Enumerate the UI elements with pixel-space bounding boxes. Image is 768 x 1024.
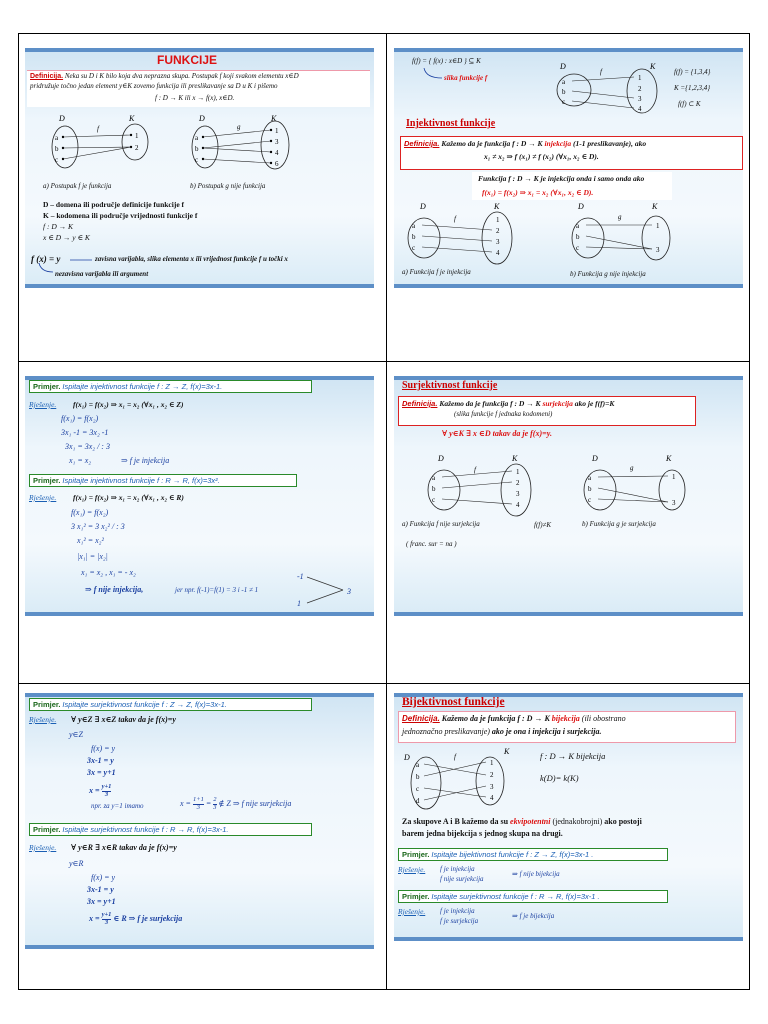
counterexample-diagram <box>295 570 355 610</box>
definition-text-2b: ako je ona i injekcija i surjekcija. <box>491 727 602 736</box>
elem-1: 1 <box>656 222 660 230</box>
step-3: 3x₁ = 3x₂ / : 3 <box>65 442 110 451</box>
definition-text-end: (ili obostrano <box>581 714 626 723</box>
definition-label: Definicija. <box>30 73 64 80</box>
elem-4: 4 <box>638 105 642 113</box>
keyword-surjekcija: surjekcija <box>542 399 573 408</box>
solution-label: Rješenje. <box>398 907 426 916</box>
keyword-ekvipotentni: ekvipotentni <box>510 817 551 826</box>
image-not-codomain: f(f)≠K <box>534 521 552 529</box>
conclusion-2: ∈ R ⇒ f je surjekcija <box>113 913 183 923</box>
injective-condition: f(x₁) = f(x₂) ⇒ x₁ = x₂ (∀x₁ , x₂ ∈ Z) <box>73 400 184 409</box>
diagram-g-surjective <box>580 452 700 518</box>
elem-4: 4 <box>516 501 520 509</box>
step-2: 3x₁ -1 = 3x₂ -1 <box>61 428 109 437</box>
set-d-label: D <box>199 114 205 123</box>
image-definition: f(f) = { f(x) : x∈D } ⊆ K <box>412 57 481 65</box>
counterexample-calc <box>180 797 291 811</box>
arrow-f-label: f <box>454 215 456 223</box>
elem-3: 3 <box>672 499 676 507</box>
injective-condition: f(x₁) = f(x₂) ⇒ x₁ = x₂ (∀x₁ , x₂ ∈ R) <box>73 493 184 502</box>
definition-line-2: x₁ ≠ x₂ ⇒ f (x₁) ≠ f (x₂) (∀x₁, x₂ ∈ D). <box>484 152 599 161</box>
example-box-1 <box>29 380 312 393</box>
grid-divider-row1 <box>19 361 749 362</box>
definition-line-1 <box>30 72 299 82</box>
elem-b: b <box>576 233 580 241</box>
caption-a: a) Postupak f je funkcija <box>43 182 112 190</box>
example-label: Primjer. <box>33 700 61 709</box>
domain-line: D – domena ili područje definicije funkcije f <box>43 200 185 209</box>
definition-line-1 <box>404 139 646 148</box>
example-text: Ispitajte injektivnost funkcije f : Z → Z, f(x)=3x-1. <box>62 382 223 391</box>
section-header: Injektivnost funkcije <box>406 118 496 129</box>
example-text: Ispitajte injektivnost funkcije f : R → R, f(x)=3x². <box>62 476 220 485</box>
numerator: y+1 <box>101 911 112 918</box>
elem-3: 3 <box>516 490 520 498</box>
subset-relation: f(f) ⊂ K <box>678 100 701 108</box>
keyword-bijekcija: bijekcija <box>551 714 580 723</box>
step-4: x₁ = x₂ <box>69 456 92 465</box>
elem-c: c <box>588 496 592 504</box>
fx-independent-variable: nezavisna varijabla ili argument <box>55 270 149 278</box>
diagram-f-not-surjective <box>424 452 544 518</box>
solution-label: Rješenje. <box>29 493 57 502</box>
step-2: 3 x₁² = 3 x₂² / : 3 <box>71 522 125 531</box>
equipotent-text-end: ako postoji <box>604 817 642 826</box>
equipotent-text: Za skupove A i B kažemo da su <box>402 817 509 826</box>
step-5 <box>89 912 182 926</box>
example-text: Ispitajte surjektivnost funkcije f : R → R, f(x)=3x-1 . <box>431 892 600 901</box>
elem-a: a <box>588 474 592 482</box>
slide-top-bar <box>25 48 374 52</box>
iff-line-2: f(x₁) = f(x₂) ⇒ x₁ = x₂ (∀x₁, x₂ ∈ D). <box>482 188 594 197</box>
elem-c: c <box>576 244 580 252</box>
elem-3: 3 <box>490 783 494 791</box>
conclusion-1: ∉ Z ⇒ f nije surjekcija <box>218 798 292 808</box>
section-header: Bijektivnost funkcije <box>402 696 505 708</box>
elem-c: c <box>412 244 416 252</box>
set-k-label: K <box>650 62 656 71</box>
arrow-to-argument <box>37 262 57 276</box>
example-text: Ispitajte bijektivnost funkcije f : Z → Z, f(x)=3x-1 . <box>431 850 594 859</box>
element-mapping-line: x ∈ D → y ∈ K <box>43 233 90 242</box>
elem-b: b <box>195 145 199 153</box>
example-box-2 <box>398 890 668 903</box>
step-1: y∈R <box>69 859 84 868</box>
image-set-value: f(f) = {1,3,4} <box>674 68 711 76</box>
elem-b: b <box>412 233 416 241</box>
elem-3: 3 <box>275 138 279 146</box>
solution-label: Rješenje. <box>29 843 57 852</box>
slide-bottom-bar <box>394 612 743 616</box>
value-1: 1 <box>297 599 301 608</box>
mapping-line: f : D → K <box>43 222 73 231</box>
step-4: |x₁| = |x₂| <box>77 552 108 561</box>
equipotent-line-2: barem jedna bijekcija s jednog skupa na drugi. <box>402 829 563 838</box>
value-3: 3 <box>347 587 351 596</box>
numerator: 1+1 <box>192 796 204 803</box>
step-1: f(x₁) = f(x₂) <box>71 508 109 517</box>
example-label: Primjer. <box>33 476 61 485</box>
surjective-condition: ∀ y∈K ∃ x ∈D takav da je f(x)=y. <box>442 429 552 438</box>
definition-text: Kažemo da je funkcija f : D → K <box>441 139 543 148</box>
caption-a: a) Funkcija f nije surjekcija <box>402 520 480 528</box>
slide-bottom-bar <box>394 284 743 288</box>
arrow-f-label: f <box>454 753 456 761</box>
set-d-label: D <box>59 114 65 123</box>
cardinality-equality: k(D)= k(K) <box>540 773 579 783</box>
surjective-condition: ∀ y∈Z ∃ x∈Z takav da je f(x)=y <box>71 715 176 724</box>
fraction <box>102 784 112 798</box>
elem-4: 4 <box>490 794 494 802</box>
definition-text-1: Neka su D i K bilo koja dva neprazna skupa. Postupak f koji svakom elementu x∈D <box>64 72 299 80</box>
result-injective: f je injekcija <box>440 907 475 915</box>
conclusion-2: ⇒ f je bijekcija <box>512 912 555 920</box>
fraction <box>193 797 204 811</box>
set-d-label: D <box>438 454 444 463</box>
example-box-2 <box>29 474 297 487</box>
elem-a: a <box>432 474 436 482</box>
elem-a: a <box>562 78 566 86</box>
definition-label: Definicija. <box>402 399 438 408</box>
slide-surjektivnost <box>394 376 743 616</box>
example-label: Primjer. <box>402 850 430 859</box>
slide-funkcije <box>25 48 374 288</box>
equipotent-note: (jednakobrojni) <box>552 817 603 826</box>
example-label: Primjer. <box>33 382 61 391</box>
set-k-label: K <box>494 202 500 211</box>
elem-4: 4 <box>496 249 500 257</box>
elem-c: c <box>195 156 199 164</box>
arrow-f-label: f <box>97 125 99 133</box>
elem-b: b <box>562 88 566 96</box>
step-2: f(x) = y <box>91 873 116 882</box>
elem-c: c <box>432 496 436 504</box>
elem-a: a <box>195 134 199 142</box>
definition-text-end: (1-1 preslikavanje), ako <box>572 139 647 148</box>
elem-1: 1 <box>275 127 279 135</box>
example-label: Primjer. <box>402 892 430 901</box>
elem-4: 4 <box>275 149 279 157</box>
definition-text-2: jednoznačno preslikavanje) <box>402 727 490 736</box>
step-5: x₁ = x₂ , x₁ = - x₂ <box>81 568 136 577</box>
elem-1: 1 <box>496 216 500 224</box>
elem-a: a <box>416 761 420 769</box>
step-2: f(x) = y <box>91 744 116 753</box>
definition-label: Definicija. <box>404 139 440 148</box>
definition-text-end: ako je f(f)=K <box>574 399 615 408</box>
elem-2: 2 <box>135 144 139 152</box>
fraction <box>102 912 112 926</box>
codomain-line: K – kodomena ili područje vrijednosti funkcije f <box>43 211 198 220</box>
set-d-label: D <box>404 753 410 762</box>
conclusion-1: ⇒ f nije bijekcija <box>512 870 560 878</box>
numerator: y+1 <box>101 783 112 790</box>
step-3: 3x-1 = y <box>87 756 114 765</box>
elem-c: c <box>416 785 420 793</box>
bijection-statement: f : D → K bijekcija <box>540 751 606 761</box>
arrow-image-label <box>422 68 444 82</box>
slide-top-bar <box>25 693 374 697</box>
example-box-1 <box>29 698 312 711</box>
step-1: y∈Z <box>69 730 83 739</box>
set-k-label: K <box>666 454 672 463</box>
example-box-2 <box>29 823 312 836</box>
set-d-label: D <box>578 202 584 211</box>
caption-b: b) Funkcija g nije injekcija <box>570 270 646 278</box>
definition-line-1 <box>402 399 614 408</box>
fx-dependent-variable: zavisna varijabla, slika elementa x ili vrijednost funkcije f u točki x <box>95 255 288 263</box>
image-label: slika funkcije f <box>444 74 488 82</box>
diagram-f-function <box>45 112 155 172</box>
slide-surjective-examples <box>25 693 374 949</box>
set-d-label: D <box>420 202 426 211</box>
iff-line-1: Funkcija f : D → K je injekcija onda i samo onda ako <box>478 174 645 183</box>
elem-b: b <box>432 485 436 493</box>
result-not-surjective: f nije surjekcija <box>440 875 484 883</box>
denominator: 3 <box>104 790 109 798</box>
elem-2: 2 <box>490 771 494 779</box>
example-text: Ispitajte surjektivnost funkcije f : R → R, f(x)=3x-1. <box>62 825 229 834</box>
grid-divider-vertical <box>386 34 387 989</box>
definition-line-3: f : D → K ili x → f(x), x∈D. <box>155 94 235 102</box>
set-k-label: K <box>271 114 277 123</box>
result-injective: f je injekcija <box>440 865 475 873</box>
example-label: Primjer. <box>33 825 61 834</box>
arrow-g-label: g <box>237 123 241 131</box>
elem-1: 1 <box>490 759 494 767</box>
solution-label: Rješenje. <box>398 865 426 874</box>
elem-1: 1 <box>672 473 676 481</box>
elem-1: 1 <box>638 74 642 82</box>
elem-6: 6 <box>275 160 279 168</box>
arrow-f-label: f <box>600 68 602 76</box>
french-note: ( franc. sur = na ) <box>406 540 457 548</box>
x-equals: x = <box>89 913 100 923</box>
keyword-injekcija: injekcija <box>544 139 572 148</box>
elem-2: 2 <box>496 227 500 235</box>
elem-1: 1 <box>135 132 139 140</box>
definition-line-2: (slika funkcije f jednaka kodomeni) <box>454 410 553 418</box>
codomain-set-value: K ={1,2,3,4} <box>674 84 710 92</box>
slide-bottom-bar <box>394 937 743 941</box>
example-text: Ispitajte surjektivnost funkcije f : Z → Z, f(x)=3x-1. <box>62 700 227 709</box>
solution-label: Rješenje. <box>29 715 57 724</box>
equals: = <box>205 798 212 808</box>
elem-3: 3 <box>638 95 642 103</box>
set-k-label: K <box>129 114 135 123</box>
x-equals: x = <box>180 798 191 808</box>
slide-bottom-bar <box>25 284 374 288</box>
caption-a: a) Funkcija f je injekcija <box>402 268 471 276</box>
definition-label: Definicija. <box>402 714 440 723</box>
denominator: 3 <box>213 803 217 811</box>
set-d-label: D <box>560 62 566 71</box>
elem-a: a <box>55 134 59 142</box>
slide-bottom-bar <box>25 945 374 949</box>
conclusion-1: ⇒ f je injekcija <box>121 456 170 465</box>
grid-divider-row2 <box>19 683 749 684</box>
diagram-g-not-function <box>185 112 305 174</box>
step-4: 3x = y+1 <box>87 897 116 906</box>
arrow-g-label: g <box>618 213 622 221</box>
elem-2: 2 <box>638 85 642 93</box>
elem-a: a <box>576 222 580 230</box>
elem-d: d <box>416 797 420 805</box>
counterexample-intro: npr. za y=1 imamo <box>91 802 144 810</box>
elem-c: c <box>562 98 566 106</box>
step-3: 3x-1 = y <box>87 885 114 894</box>
elem-c: c <box>55 156 59 164</box>
definition-text: Kažemo da je funkcija f : D → K <box>441 714 550 723</box>
slide-bijektivnost <box>394 693 743 941</box>
step-3: x₁² = x₂² <box>77 536 104 545</box>
diagram-g-not-injective <box>566 200 686 270</box>
fraction <box>213 797 216 811</box>
denominator: 3 <box>104 918 109 926</box>
equipotent-line-1 <box>402 817 642 827</box>
elem-b: b <box>588 485 592 493</box>
definition-line-2 <box>402 727 601 737</box>
caption-b: b) Postupak g nije funkcija <box>190 182 266 190</box>
set-k-label: K <box>652 202 658 211</box>
conclusion-2: ⇒ f nije injekcija, <box>85 585 144 594</box>
elem-2: 2 <box>516 479 520 487</box>
surjective-condition: ∀ y∈R ∃ x∈R takav da je f(x)=y <box>71 843 177 852</box>
numerator: 2 <box>213 796 217 803</box>
step-5 <box>89 784 111 798</box>
elem-1: 1 <box>516 468 520 476</box>
slide-bottom-bar <box>25 612 374 616</box>
slide-injective-examples <box>25 376 374 616</box>
solution-label: Rješenje. <box>29 400 57 409</box>
diagram-image-set <box>552 60 662 118</box>
slide-injektivnost <box>394 48 743 288</box>
elem-b: b <box>416 773 420 781</box>
elem-b: b <box>55 145 59 153</box>
diagram-f-bijective <box>402 745 522 815</box>
arrow-f-label: f <box>474 466 476 474</box>
slide-title: FUNKCIJE <box>157 53 218 67</box>
definition-line-1 <box>402 714 626 724</box>
definition-text: Kažemo da je funkcija f : D → K <box>439 399 541 408</box>
x-equals: x = <box>89 785 100 795</box>
step-1: f(x₁) = f(x₂) <box>61 414 99 423</box>
section-header: Surjektivnost funkcije <box>402 380 498 391</box>
diagram-f-injective <box>402 200 522 270</box>
caption-b: b) Funkcija g je surjekcija <box>582 520 656 528</box>
slide-top-bar <box>394 48 743 52</box>
example-box-1 <box>398 848 668 861</box>
set-k-label: K <box>504 747 510 756</box>
fx-equals-y: f (x) = y <box>31 254 61 264</box>
elem-a: a <box>412 222 416 230</box>
set-d-label: D <box>592 454 598 463</box>
elem-3: 3 <box>496 238 500 246</box>
definition-line-2: pridružuje točno jedan element y∈K zovemo funkcija ili preslikavanje sa D u K i pišemo <box>30 82 278 90</box>
elem-3: 3 <box>656 246 660 254</box>
step-4: 3x = y+1 <box>87 768 116 777</box>
denominator: 3 <box>196 803 201 811</box>
result-surjective: f je surjekcija <box>440 917 479 925</box>
set-k-label: K <box>512 454 518 463</box>
value-minus-1: -1 <box>297 572 304 581</box>
counterexample: jer npr. f(-1)=f(1) = 3 i -1 ≠ 1 <box>175 586 259 594</box>
arrow-to-value <box>70 257 94 263</box>
arrow-g-label: g <box>630 464 634 472</box>
